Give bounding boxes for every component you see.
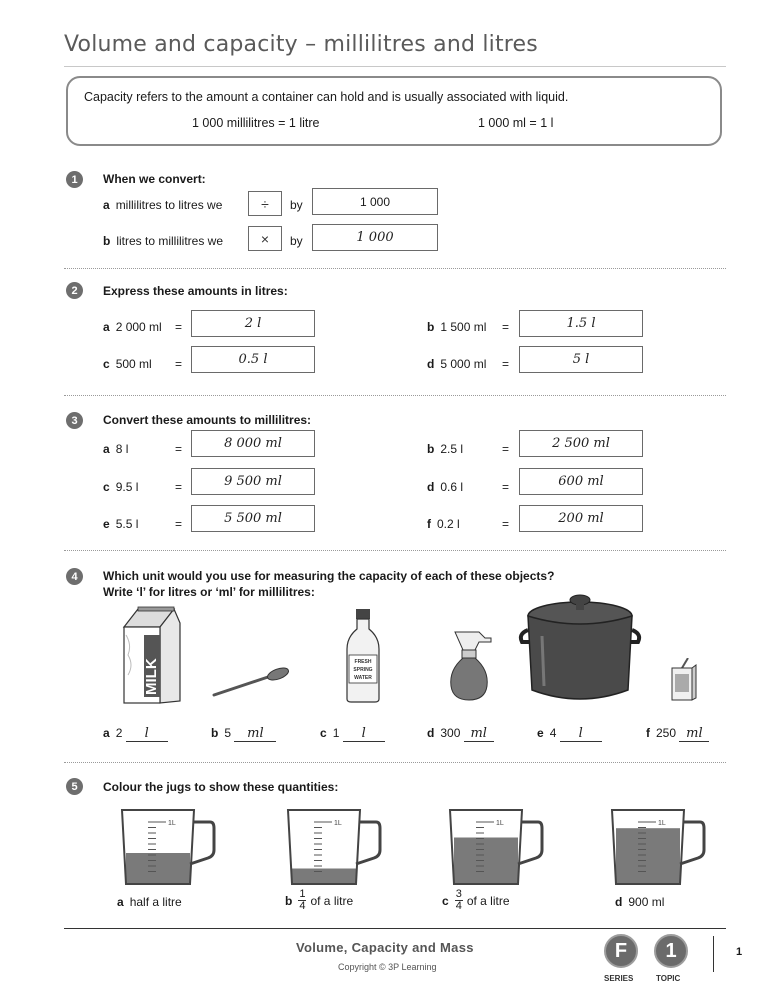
info-text: Capacity refers to the amount a container can hold and is usually associated with liquid.	[84, 90, 569, 104]
milk-carton-icon	[118, 605, 186, 705]
q5d-label: d 900 ml	[615, 895, 665, 909]
q2a-equals: =	[175, 320, 183, 334]
q1b-operator-box[interactable]: ×	[248, 226, 282, 251]
measuring-jug-b[interactable]	[284, 800, 384, 888]
jug-1l-mark: 1L	[334, 820, 342, 827]
topic-badge-icon: 1	[654, 934, 688, 968]
jug-fill	[616, 828, 680, 884]
divider	[64, 395, 726, 396]
spoon-icon	[210, 665, 292, 701]
juice-box-icon	[668, 658, 698, 702]
divider	[64, 268, 726, 269]
milk-label: MILK	[143, 658, 160, 695]
svg-text:SPRING: SPRING	[353, 667, 373, 673]
q2d-answer-box[interactable]: 5 l	[519, 346, 643, 373]
page-title: Volume and capacity – millilitres and litres	[64, 32, 538, 57]
q3b-equals: =	[502, 442, 510, 456]
q3c-label: c 9.5 l	[103, 480, 139, 494]
q2a-answer-box[interactable]: 2 l	[191, 310, 315, 337]
question-number-2: 2	[66, 282, 83, 299]
title-rule	[64, 66, 726, 67]
q4a-answer: a 2 l	[103, 726, 168, 742]
q5c-label: c $\frac{3}{4}$ of a litre	[442, 888, 510, 912]
water-bottle-icon	[343, 607, 383, 703]
q5a-label: a half a litre	[117, 895, 182, 909]
q3e-equals: =	[175, 517, 183, 531]
measuring-jug-c[interactable]	[446, 800, 546, 888]
q2c-label: c 500 ml	[103, 357, 152, 371]
q3c-answer-box[interactable]: 9 500 ml	[191, 468, 315, 495]
q2b-label: b 1 500 ml	[427, 320, 487, 334]
jug-1l-mark: 1L	[496, 820, 504, 827]
q3f-label: f 0.2 l	[427, 517, 460, 531]
series-badge-icon: F	[604, 934, 638, 968]
footer-separator	[713, 936, 714, 972]
question-number-3: 3	[66, 412, 83, 429]
q3b-answer-box[interactable]: 2 500 ml	[519, 430, 643, 457]
footer-title: Volume, Capacity and Mass	[296, 940, 474, 955]
q1b-by: by	[290, 234, 303, 248]
q2c-answer-box[interactable]: 0.5 l	[191, 346, 315, 373]
q3b-label: b 2.5 l	[427, 442, 464, 456]
q1a-operator-box[interactable]: ÷	[248, 191, 282, 216]
footer-rule	[64, 928, 726, 929]
info-equation-symbols: 1 000 ml = 1 l	[478, 116, 554, 130]
footer-copyright: Copyright © 3P Learning	[338, 962, 437, 972]
jug-fill	[126, 853, 190, 884]
q3f-answer-box[interactable]: 200 ml	[519, 505, 643, 532]
series-label: SERIES	[604, 974, 634, 983]
q3c-equals: =	[175, 480, 183, 494]
q1b-value-box[interactable]: 1 000	[312, 224, 438, 251]
q2d-equals: =	[502, 357, 510, 371]
svg-text:WATER: WATER	[354, 675, 372, 681]
q3d-label: d 0.6 l	[427, 480, 464, 494]
cooking-pot-icon	[518, 590, 642, 706]
q3d-equals: =	[502, 480, 510, 494]
jug-1l-mark: 1L	[658, 820, 666, 827]
q4f-answer: f 250 ml	[646, 726, 709, 742]
q4b-answer: b 5 ml	[211, 726, 276, 742]
q1a-by: by	[290, 198, 303, 212]
q3a-label: a 8 l	[103, 442, 129, 456]
jug-fill	[454, 838, 518, 885]
q4-prompt-line2: Write ‘l’ for litres or ‘ml’ for millilitres:	[103, 585, 315, 599]
q2b-equals: =	[502, 320, 510, 334]
jug-fill	[292, 869, 356, 885]
q4-prompt-line1: Which unit would you use for measuring the capacity of each of these objects?	[103, 569, 555, 583]
info-equation-words: 1 000 millilitres = 1 litre	[192, 116, 320, 130]
q3f-equals: =	[502, 517, 510, 531]
question-number-1: 1	[66, 171, 83, 188]
q5b-label: b $\frac{1}{4}$ of a litre	[285, 888, 354, 912]
q3e-label: e 5.5 l	[103, 517, 139, 531]
q1a-label: a millilitres to litres we	[103, 198, 223, 212]
q5-prompt: Colour the jugs to show these quantities:	[103, 780, 339, 794]
topic-label: TOPIC	[656, 974, 681, 983]
q3a-equals: =	[175, 442, 183, 456]
spray-bottle-icon	[445, 628, 497, 704]
q3-prompt: Convert these amounts to millilitres:	[103, 413, 312, 427]
q2b-answer-box[interactable]: 1.5 l	[519, 310, 643, 337]
q2-prompt: Express these amounts in litres:	[103, 284, 288, 298]
divider	[64, 762, 726, 763]
svg-text:FRESH: FRESH	[354, 659, 372, 665]
q4c-answer: c 1 l	[320, 726, 385, 742]
measuring-jug-a[interactable]	[118, 800, 218, 888]
info-box	[66, 76, 722, 146]
question-number-5: 5	[66, 778, 83, 795]
q4e-answer: e 4 l	[537, 726, 602, 742]
q4d-answer: d 300 ml	[427, 726, 494, 742]
jug-1l-mark: 1L	[168, 820, 176, 827]
divider	[64, 550, 726, 551]
q1a-value-box[interactable]: 1 000	[312, 188, 438, 215]
q1-prompt: When we convert:	[103, 172, 206, 186]
q3d-answer-box[interactable]: 600 ml	[519, 468, 643, 495]
q2d-label: d 5 000 ml	[427, 357, 487, 371]
q2c-equals: =	[175, 357, 183, 371]
q2a-label: a 2 000 ml	[103, 320, 162, 334]
measuring-jug-d[interactable]	[608, 800, 708, 888]
question-number-4: 4	[66, 568, 83, 585]
page-number: 1	[736, 946, 743, 958]
q1b-label: b litres to millilitres we	[103, 234, 224, 248]
q3a-answer-box[interactable]: 8 000 ml	[191, 430, 315, 457]
q3e-answer-box[interactable]: 5 500 ml	[191, 505, 315, 532]
